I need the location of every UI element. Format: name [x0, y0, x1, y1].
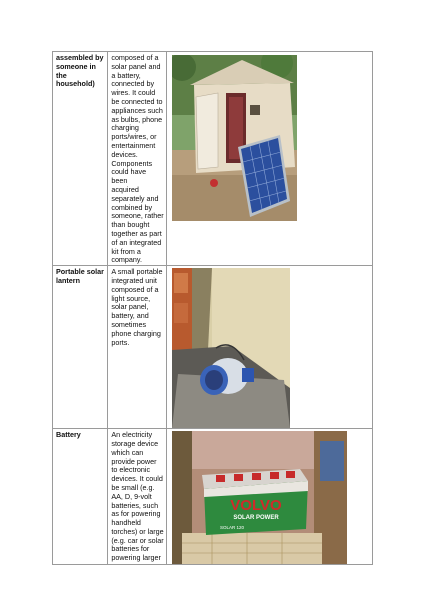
battery-model-label: SOLAR 120: [219, 525, 244, 531]
row-label-cell: [53, 429, 108, 565]
solar-panel-photo: [172, 55, 297, 221]
solar-lantern-photo-image: [172, 268, 290, 428]
solar-panel-photo-image: [172, 55, 297, 221]
table-row: [53, 429, 373, 565]
energy-sources-table: [52, 51, 373, 565]
row-description-cell: [108, 266, 166, 429]
battery-photo-image: [172, 431, 347, 564]
row-photo-cell: [166, 429, 372, 565]
battery-subtitle-label: SOLAR POWER: [233, 515, 279, 522]
row-photo-cell: [166, 266, 372, 429]
row-label: assembled by someone in the household): [56, 53, 104, 89]
row-description: A small portable integrated unit composed of a light source, solar panel, battery, and sometimes phone charging ports.: [111, 267, 163, 347]
row-label: Portable solar lantern: [56, 267, 104, 285]
row-label-cell: [53, 266, 108, 429]
row-description-cell: [108, 52, 166, 266]
table-row: [53, 52, 373, 266]
row-description: composed of a solar panel and a battery, connected by wires. It could be connected to appliances such as bulbs, phone charging ports/wires, or entertainment devices. Components could have been acquired separately and combined by someone, rather than bought together as part of an integrated kit from a company.: [111, 53, 164, 265]
row-label-cell: [53, 52, 108, 266]
solar-lantern-photo: [172, 268, 290, 428]
battery-photo: [172, 431, 347, 564]
table-row: [53, 266, 373, 429]
row-description-cell: [108, 429, 166, 565]
row-label: Battery: [56, 430, 81, 440]
row-photo-cell: [166, 52, 372, 266]
battery-brand-label: VOLVO: [230, 497, 282, 515]
row-description: An electricity storage device which can provide power to electronic devices. It could be small (e.g. AA, D, 9-volt batteries, such as for powering handheld torches) or large (e.g. car or solar batteries for powering larger: [111, 430, 164, 563]
